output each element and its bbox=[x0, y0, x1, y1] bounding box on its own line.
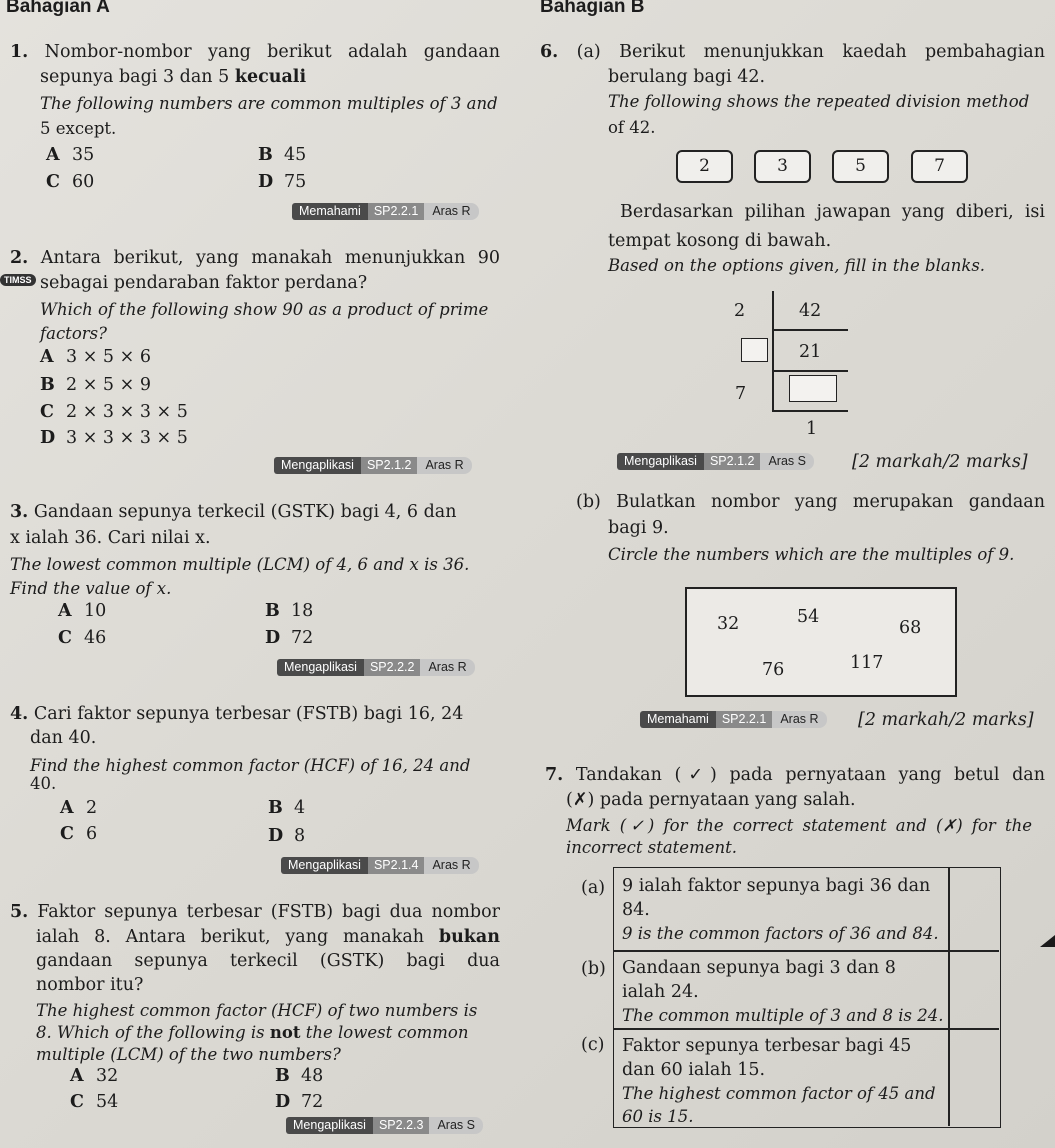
row-label-a: (a) bbox=[581, 878, 606, 898]
q5-option-d[interactable]: D 72 bbox=[275, 1092, 324, 1112]
q5-option-c[interactable]: C 54 bbox=[70, 1092, 119, 1112]
number-117[interactable]: 117 bbox=[850, 653, 884, 673]
q5-text-en-1: The highest common factor (HCF) of two numbers is bbox=[36, 1001, 478, 1020]
row-a-ms-2: 84. bbox=[622, 900, 650, 920]
q1-option-c[interactable]: C 60 bbox=[46, 172, 95, 192]
division-line-2 bbox=[772, 370, 848, 372]
row-b-ms-1: Gandaan sepunya bagi 3 dan 8 bbox=[622, 958, 896, 978]
q6a-choice-box-4[interactable]: 7 bbox=[911, 150, 968, 183]
row-label-b: (b) bbox=[581, 959, 606, 979]
q1-text-ms-2: sepunya bagi 3 dan 5 bbox=[40, 67, 235, 87]
q2-skill-tag: Mengaplikasi SP2.1.2 Aras R bbox=[274, 457, 472, 474]
q2-option-d[interactable]: D 3 × 3 × 3 × 5 bbox=[40, 428, 188, 448]
q4-option-b[interactable]: B 4 bbox=[268, 798, 306, 818]
q3-skill-tag: Mengaplikasi SP2.2.2 Aras R bbox=[277, 659, 475, 676]
q4-text-ms-1: Cari faktor sepunya terbesar (FSTB) bagi 16, 24 bbox=[33, 704, 464, 724]
q2-text-ms-2: sebagai pendaraban faktor perdana? bbox=[40, 273, 368, 293]
row-b-en: The common multiple of 3 and 8 is 24. bbox=[622, 1006, 944, 1025]
divisor-3: 7 bbox=[735, 384, 747, 404]
q3-text-en-2: Find the value of x. bbox=[10, 579, 172, 598]
statement-row-c bbox=[622, 1034, 936, 1128]
q4-text-en-1: Find the highest common factor (HCF) of 16, 24 and bbox=[30, 756, 471, 775]
quotient-final: 1 bbox=[806, 419, 818, 439]
q5-number: 5. bbox=[10, 902, 29, 922]
statement-table bbox=[613, 867, 1001, 1128]
q2-option-a[interactable]: A 3 × 5 × 6 bbox=[40, 347, 151, 367]
q6b-text-ms-2: bagi 9. bbox=[608, 518, 669, 538]
q7-text-ms-1: Tandakan (✓) pada pernyataan yang betul dan bbox=[575, 765, 1045, 785]
q3-text-en-1: The lowest common multiple (LCM) of 4, 6 and x is 36. bbox=[10, 555, 470, 574]
q6a-text-en-2: of 42. bbox=[608, 118, 656, 137]
q7-text-en-1: Mark (✓) for the correct statement and (✗) for the bbox=[566, 816, 1032, 835]
row-divider-1 bbox=[614, 950, 999, 952]
q6a-text-en-1: The following shows the repeated division method bbox=[608, 92, 1030, 111]
quotient-1: 42 bbox=[799, 301, 822, 321]
q4-option-a[interactable]: A 2 bbox=[60, 798, 98, 818]
statement-row-a bbox=[622, 874, 939, 945]
section-a-title: Bahagian A bbox=[6, 0, 110, 17]
answer-cell-a[interactable] bbox=[951, 870, 997, 948]
row-a-en: 9 is the common factors of 36 and 84. bbox=[622, 924, 939, 943]
page-edge-shadow bbox=[1040, 935, 1055, 947]
q5-text-ms-2: ialah 8. Antara berikut, yang manakah bbox=[36, 927, 439, 947]
q6b-text-ms-1: Bulatkan nombor yang merupakan gandaan bbox=[616, 492, 1045, 512]
q2-text-en-2: factors? bbox=[40, 324, 107, 343]
q1-text-en-2: 5 except. bbox=[40, 119, 117, 138]
q5-option-a[interactable]: A 32 bbox=[70, 1066, 119, 1086]
q5-text-ms-bukan: bukan bbox=[438, 927, 500, 947]
q6a-choice-box-2[interactable]: 3 bbox=[754, 150, 811, 183]
q5-option-b[interactable]: B 48 bbox=[275, 1066, 324, 1086]
q1-option-d[interactable]: D 75 bbox=[258, 172, 307, 192]
q6-number: 6. bbox=[540, 42, 559, 62]
row-a-ms-1: 9 ialah faktor sepunya bagi 36 dan bbox=[622, 876, 931, 896]
number-76[interactable]: 76 bbox=[762, 660, 785, 680]
q1-text-en-1: The following numbers are common multiples of 3 and bbox=[40, 94, 498, 113]
q5-text-en-2: 8. Which of the following is bbox=[36, 1023, 270, 1042]
answer-column-divider bbox=[948, 868, 950, 1126]
row-c-en-1: The highest common factor of 45 and bbox=[622, 1084, 936, 1103]
q4-text-en-2: 40. bbox=[30, 774, 57, 793]
division-line-3 bbox=[772, 410, 848, 412]
q3-option-a[interactable]: A 10 bbox=[58, 601, 107, 621]
q6a-marks: [2 markah/2 marks] bbox=[852, 452, 1028, 472]
q4-option-c[interactable]: C 6 bbox=[60, 824, 98, 844]
timss-badge: TIMSS bbox=[0, 274, 36, 286]
number-box bbox=[685, 587, 957, 697]
q5-text-en-2c: the lowest common bbox=[300, 1023, 469, 1042]
number-32[interactable]: 32 bbox=[717, 614, 740, 634]
q4-number: 4. bbox=[10, 704, 29, 724]
q6a-choice-box-3[interactable]: 5 bbox=[832, 150, 889, 183]
q3-text-ms-2: x ialah 36. Cari nilai x. bbox=[10, 528, 211, 548]
q6a-text-ms-2: berulang bagi 42. bbox=[608, 67, 766, 87]
q3-option-b[interactable]: B 18 bbox=[265, 601, 314, 621]
q7-text-ms-2: (✗) pada pernyataan yang salah. bbox=[566, 790, 856, 810]
q6a-text-ms-1: Berikut menunjukkan kaedah pembahagian bbox=[619, 42, 1045, 62]
q1-skill-tag: Memahami SP2.2.1 Aras R bbox=[292, 203, 479, 220]
divisor-blank-box[interactable] bbox=[741, 338, 768, 362]
q6a-label: (a) bbox=[576, 42, 601, 62]
q1-text-ms-except: kecuali bbox=[234, 67, 307, 87]
answer-cell-b[interactable] bbox=[951, 953, 997, 1026]
q2-text-ms-1: Antara berikut, yang manakah menunjukkan 90 bbox=[40, 248, 500, 268]
q2-number: 2. bbox=[10, 248, 29, 268]
answer-cell-c[interactable] bbox=[951, 1031, 997, 1124]
q2-text-en-1: Which of the following show 90 as a product of prime bbox=[40, 300, 489, 319]
number-68[interactable]: 68 bbox=[899, 618, 922, 638]
number-54[interactable]: 54 bbox=[797, 607, 820, 627]
q6b-label: (b) bbox=[576, 492, 601, 512]
divisor-1: 2 bbox=[734, 301, 746, 321]
q6b-skill-tag: Memahami SP2.2.1 Aras R bbox=[640, 711, 827, 728]
q6a-text-ms-4: tempat kosong di bawah. bbox=[608, 231, 832, 251]
q6a-choice-box-1[interactable]: 2 bbox=[676, 150, 733, 183]
q4-option-d[interactable]: D 8 bbox=[268, 826, 306, 846]
q5-text-en-not: not bbox=[269, 1023, 301, 1042]
quotient-blank-box[interactable] bbox=[789, 375, 837, 402]
statement-row-b bbox=[622, 956, 944, 1027]
q7-number: 7. bbox=[545, 765, 564, 785]
q2-option-b[interactable]: B 2 × 5 × 9 bbox=[40, 375, 151, 395]
row-divider-2 bbox=[614, 1028, 999, 1030]
q6b-text-en-1: Circle the numbers which are the multiples of 9. bbox=[608, 545, 1015, 564]
q5-skill-tag: Mengaplikasi SP2.2.3 Aras S bbox=[286, 1117, 483, 1134]
q1-text-ms-1: Nombor-nombor yang berikut adalah gandaan bbox=[44, 42, 500, 62]
section-b-title: Bahagian B bbox=[540, 0, 645, 17]
q1-number: 1. bbox=[10, 42, 29, 62]
row-label-c: (c) bbox=[581, 1035, 605, 1055]
q6a-text-en-3: Based on the options given, fill in the blanks. bbox=[608, 256, 986, 275]
q2-option-c[interactable]: C 2 × 3 × 3 × 5 bbox=[40, 402, 188, 422]
q3-option-d[interactable]: D 72 bbox=[265, 628, 314, 648]
division-vertical-line bbox=[772, 291, 774, 411]
q6a-text-ms-3: Berdasarkan pilihan jawapan yang diberi, isi bbox=[620, 202, 1045, 222]
q6a-skill-tag: Mengaplikasi SP2.1.2 Aras S bbox=[617, 453, 814, 470]
quotient-2: 21 bbox=[799, 342, 822, 362]
q5-text-ms-4: nombor itu? bbox=[36, 975, 144, 995]
q3-text-ms-1: Gandaan sepunya terkecil (GSTK) bagi 4, 6 dan bbox=[33, 502, 457, 522]
q4-skill-tag: Mengaplikasi SP2.1.4 Aras R bbox=[281, 857, 479, 874]
q1-option-b[interactable]: B 45 bbox=[258, 145, 307, 165]
row-c-en-2: 60 is 15. bbox=[622, 1107, 694, 1126]
q1-option-a[interactable]: A 35 bbox=[46, 145, 95, 165]
q4-text-ms-2: dan 40. bbox=[30, 728, 97, 748]
q3-option-c[interactable]: C 46 bbox=[58, 628, 107, 648]
q6b-marks: [2 markah/2 marks] bbox=[858, 710, 1034, 730]
row-c-ms-1: Faktor sepunya terbesar bagi 45 bbox=[622, 1036, 912, 1056]
q5-text-ms-1: Faktor sepunya terbesar (FSTB) bagi dua nombor bbox=[37, 902, 500, 922]
q7-text-en-2: incorrect statement. bbox=[566, 838, 737, 857]
row-b-ms-2: ialah 24. bbox=[622, 982, 699, 1002]
q5-text-en-3: multiple (LCM) of the two numbers? bbox=[36, 1045, 341, 1064]
q5-text-ms-3: gandaan sepunya terkecil (GSTK) bagi dua bbox=[36, 951, 500, 971]
row-c-ms-2: dan 60 ialah 15. bbox=[622, 1060, 766, 1080]
q3-number: 3. bbox=[10, 502, 29, 522]
division-line-1 bbox=[772, 329, 848, 331]
